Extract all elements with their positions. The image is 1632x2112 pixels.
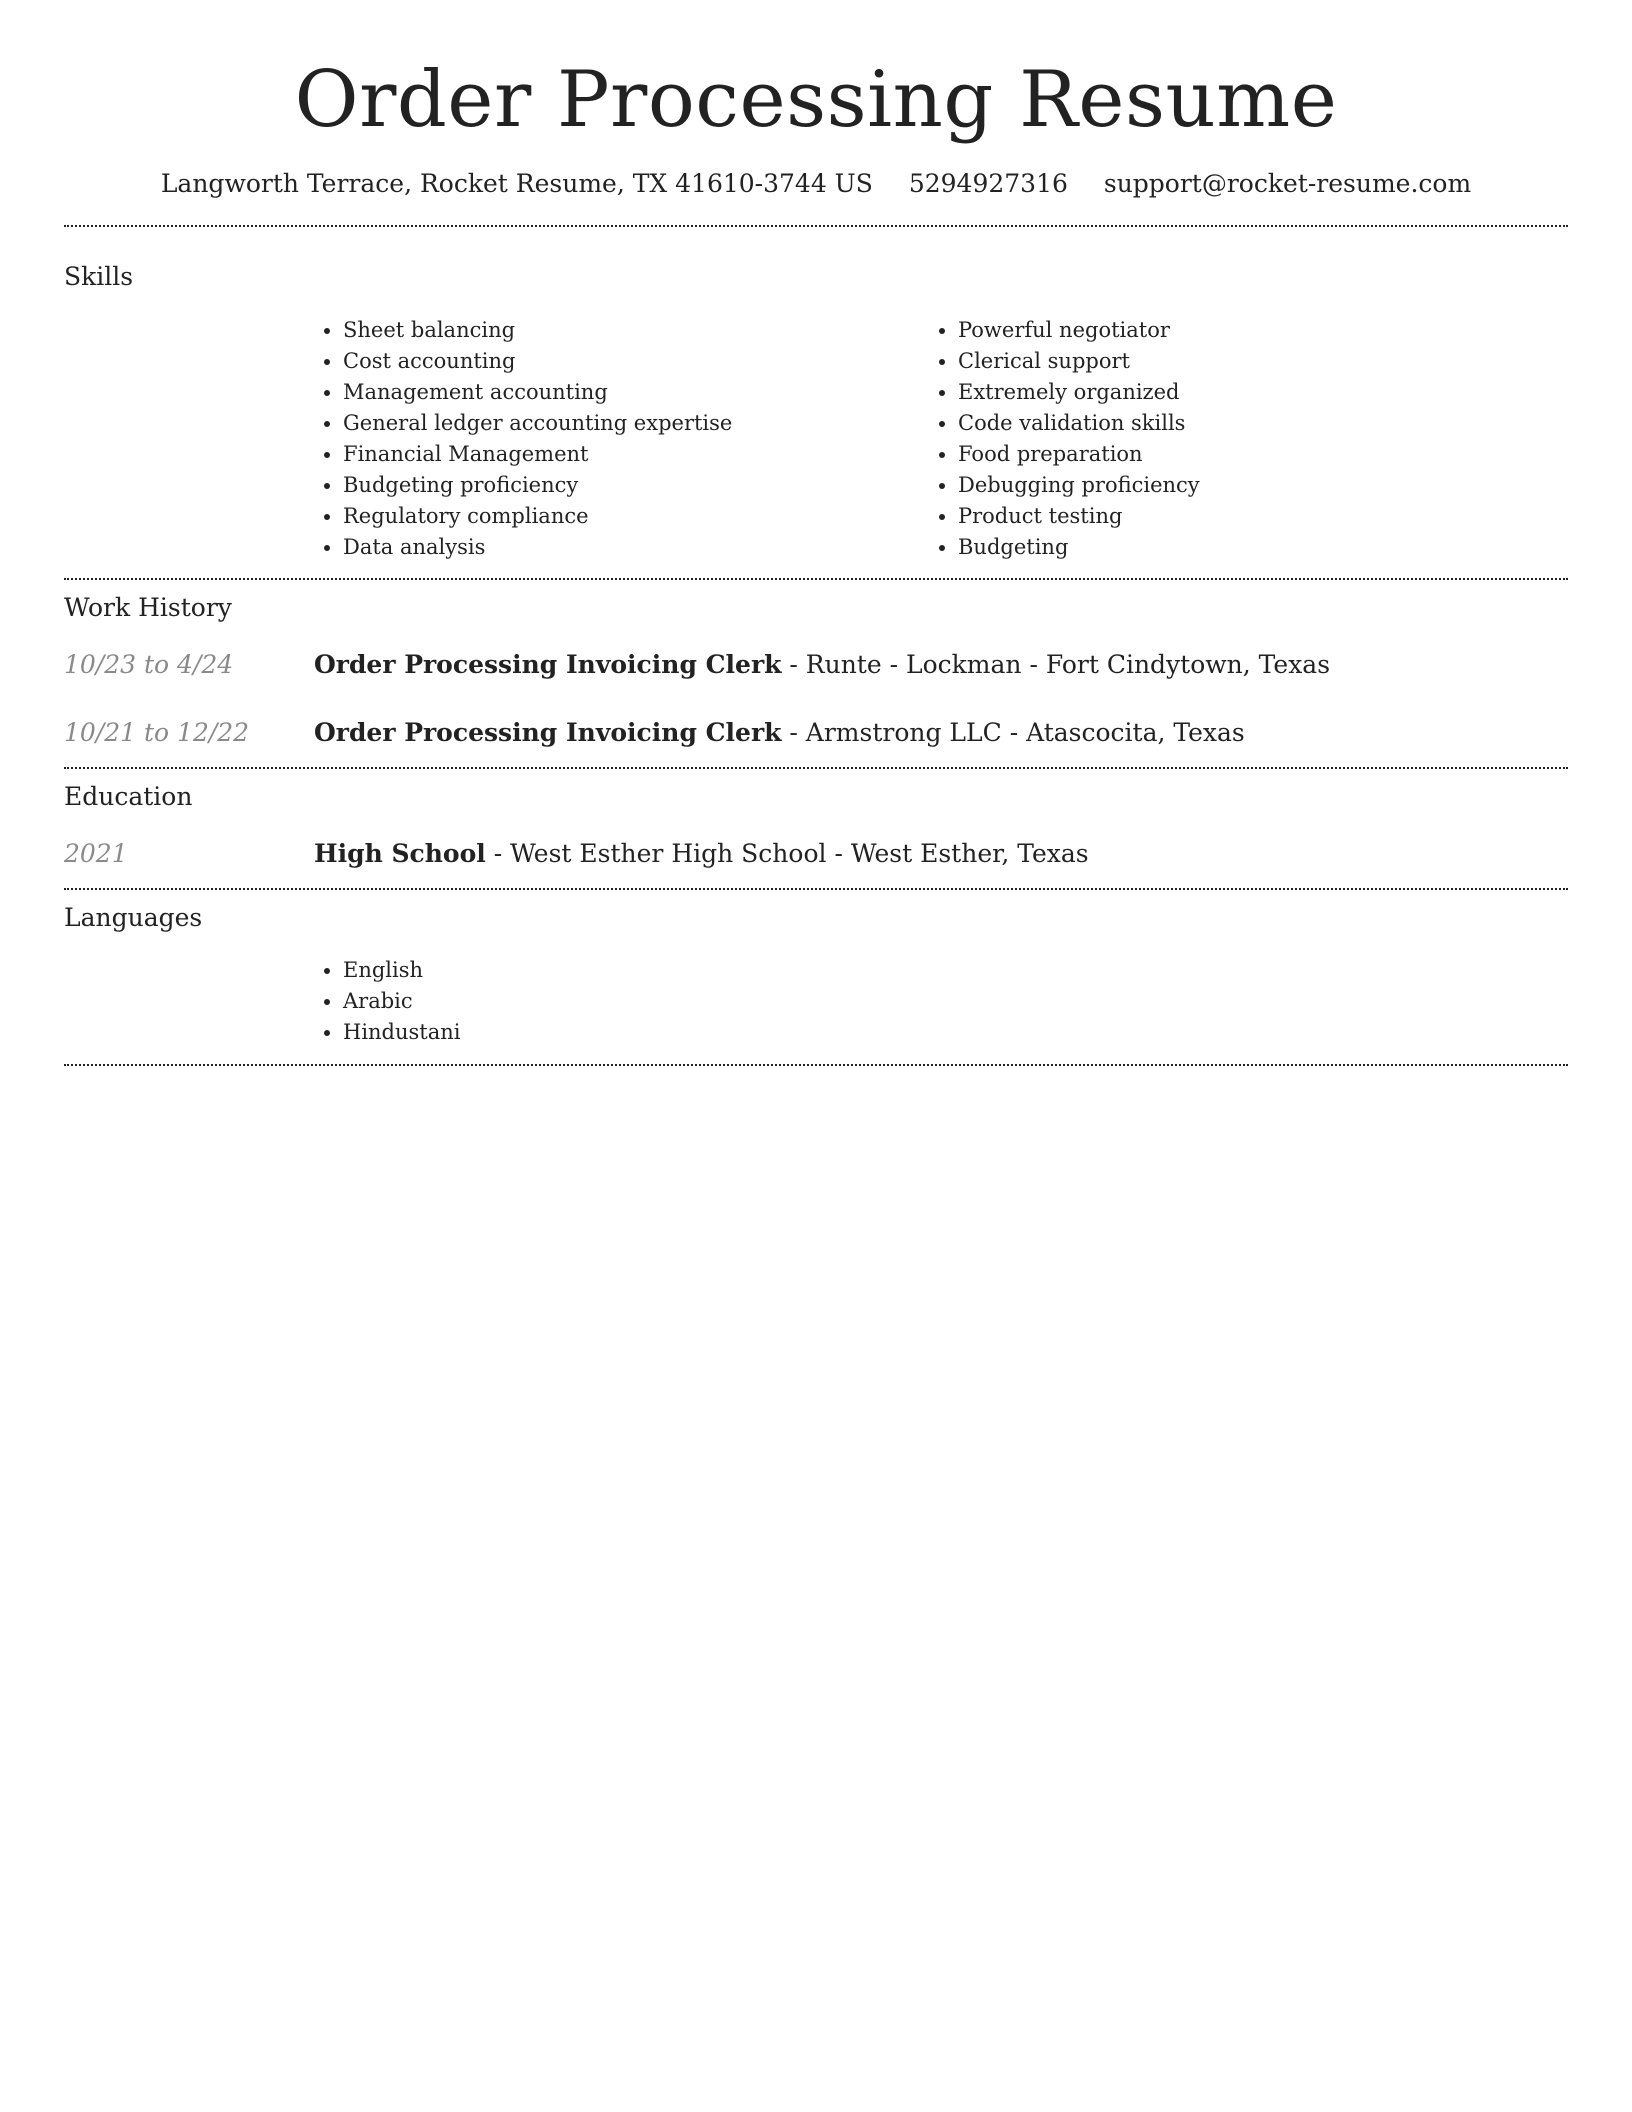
job-dates: 10/21 to 12/22 [64, 718, 250, 747]
skill-item: • Food preparation [958, 439, 1544, 470]
skill-item: • Budgeting [958, 532, 1544, 563]
skill-item: • Sheet balancing [343, 315, 929, 346]
education-year: 2021 [64, 839, 128, 868]
skill-item: • Financial Management [343, 439, 929, 470]
skill-item: • General ledger accounting expertise [343, 408, 929, 439]
skill-item: • Powerful negotiator [958, 315, 1544, 346]
skill-item: • Code validation skills [958, 408, 1544, 439]
languages-section [64, 890, 1568, 1048]
job-details: - Armstrong LLC - Atascocita, Texas [781, 718, 1245, 747]
languages-list [64, 955, 1568, 1048]
skills-list-right [929, 315, 1544, 563]
skills-section [64, 227, 1568, 563]
job-title: Order Processing Invoicing Clerk [314, 650, 782, 679]
contact-line [64, 168, 1568, 200]
job-title: Order Processing Invoicing Clerk [314, 718, 782, 747]
education-description [314, 838, 1089, 870]
skill-item: • Budgeting proficiency [343, 470, 929, 501]
education-section [64, 769, 1568, 870]
job-entry [64, 649, 1568, 681]
skill-item: • Extremely organized [958, 377, 1544, 408]
contact-phone: 5294927316 [908, 169, 1068, 198]
work-history-section [64, 580, 1568, 749]
language-item: • English [343, 955, 1568, 986]
skill-item: • Data analysis [343, 532, 929, 563]
resume-page [64, 0, 1568, 1066]
resume-title: Order Processing Resume [294, 55, 1338, 145]
skill-item: • Clerical support [958, 346, 1544, 377]
language-item: • Arabic [343, 986, 1568, 1017]
skill-item: • Regulatory compliance [343, 501, 929, 532]
skill-item: • Management accounting [343, 377, 929, 408]
education-degree: High School [314, 839, 486, 868]
contact-address: Langworth Terrace, Rocket Resume, TX 41610-3744 US [160, 169, 873, 198]
contact-email: support@rocket-resume.com [1103, 169, 1472, 198]
job-details: - Runte - Lockman - Fort Cindytown, Texas [781, 650, 1331, 679]
job-description [314, 649, 1330, 681]
languages-divider [64, 1064, 1568, 1066]
job-entry [64, 717, 1568, 749]
skills-lists [64, 315, 1568, 563]
skills-heading: Skills [64, 262, 134, 291]
language-item: • Hindustani [343, 1017, 1568, 1048]
resume-header [64, 0, 1568, 200]
education-heading: Education [64, 782, 193, 811]
skills-list-left [314, 315, 929, 563]
skill-item: • Product testing [958, 501, 1544, 532]
education-details: - West Esther High School - West Esther, Texas [485, 839, 1089, 868]
work-history-heading: Work History [64, 593, 232, 622]
skill-item: • Cost accounting [343, 346, 929, 377]
job-dates: 10/23 to 4/24 [64, 650, 234, 679]
skill-item: • Debugging proficiency [958, 470, 1544, 501]
languages-heading: Languages [64, 903, 203, 932]
job-description [314, 717, 1245, 749]
education-entry [64, 838, 1568, 870]
